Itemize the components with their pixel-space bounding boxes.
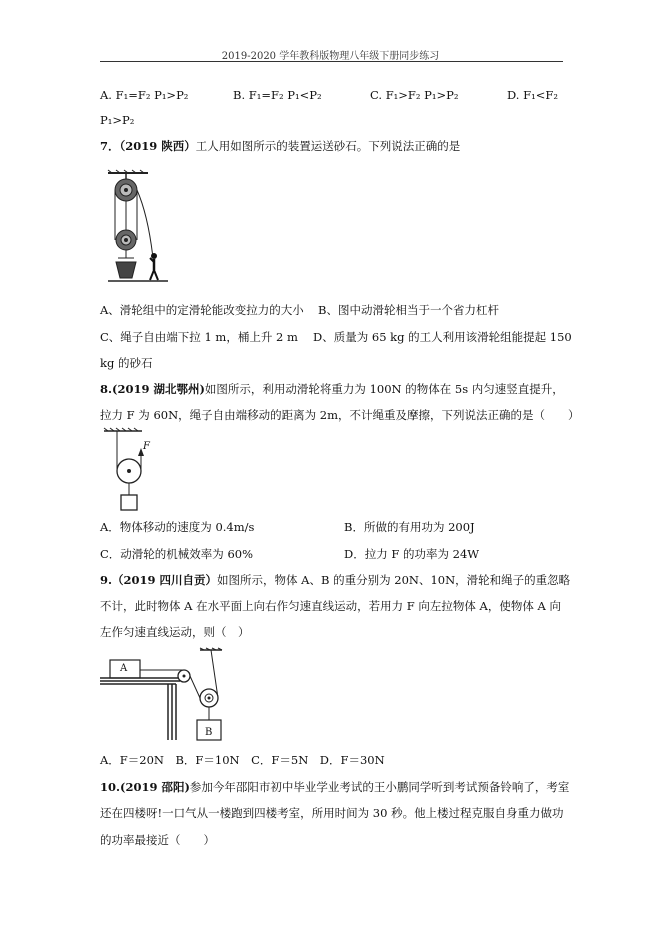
q7-option-d: D、质量为 65 kg 的工人利用该滑轮组能提起 150 [313, 330, 572, 344]
q9-stem-line1 [100, 573, 570, 587]
q8-pulley-figure [104, 428, 164, 516]
q9-stem-text1: 如图所示，物体 A、B 的重分别为 20N、10N，滑轮和绳子的重忽略 [217, 573, 571, 587]
q10-stem-text1: 参加今年邵阳市初中毕业学业考试的王小鹏同学听到考试预备铃响了，考室 [189, 780, 570, 794]
q9-stem-line2: 不计，此时物体 A 在水平面上向右作匀速直线运动，若用力 F 向左拉物体 A，使物体 A 向 [100, 599, 561, 613]
q9-figure-block-a-label: A [120, 663, 128, 674]
q7-option-a: A、滑轮组中的定滑轮能改变拉力的大小 [100, 303, 304, 317]
q8-stem-text1: 如图所示，利用动滑轮将重力为 100N 的物体在 5s 内匀速竖直提升， [204, 382, 564, 396]
q8-option-a: A．物体移动的速度为 0.4m/s [100, 520, 255, 534]
q9-stem-line3: 左作匀速直线运动，则（ ） [100, 625, 250, 639]
q10-number: 10. [100, 780, 121, 794]
q6-option-d: D. F₁<F₂ [507, 88, 558, 102]
q6-option-d-cont: P₁>P₂ [100, 113, 135, 127]
q7-stem-text: 工人用如图所示的装置运送砂石。下列说法正确的是 [195, 139, 461, 153]
q8-stem-line1 [100, 382, 564, 396]
q7-pulley-figure [108, 170, 173, 285]
q9-number: 9. [100, 573, 113, 587]
q8-option-b: B．所做的有用功为 200J [344, 520, 475, 534]
q8-stem-line2: 拉力 F 为 60N，绳子自由端移动的距离为 2m，不计绳重及摩擦，下列说法正确的是（ ） [100, 408, 580, 422]
q7-stem [100, 139, 460, 153]
q8-option-c: C．动滑轮的机械效率为 60% [100, 547, 254, 561]
q9-source: （2019 四川自贡） [112, 573, 218, 587]
q6-option-c: C. F₁>F₂ P₁>P₂ [370, 88, 459, 102]
q7-source: （2019 陕西） [119, 139, 196, 153]
q10-stem-line2: 还在四楼呀!一口气从一楼跑到四楼考室，所用时间为 30 秒。他上楼过程克服自身重力做功 [100, 806, 564, 820]
q10-stem-line3: 的功率最接近（ ） [100, 833, 215, 847]
q7-number: 7． [100, 139, 120, 153]
q9-options: A．F＝20N B．F＝10N C．F＝5N D．F＝30N [100, 753, 385, 767]
q9-figure-block-b-label: B [205, 727, 213, 738]
q10-stem-line1 [100, 780, 569, 794]
q7-option-d-cont: kg 的砂石 [100, 356, 153, 370]
q7-option-c: C、绳子自由端下拉 1 m，桶上升 2 m [100, 330, 298, 344]
q7-option-b: B、图中动滑轮相当于一个省力杠杆 [318, 303, 499, 317]
page-header: 2019-2020 学年教科版物理八年级下册同步练习 [221, 51, 440, 62]
q6-option-a: A. F₁=F₂ P₁>P₂ [100, 88, 189, 102]
q8-option-d: D．拉力 F 的功率为 24W [344, 547, 480, 561]
q8-number: 8. [100, 382, 113, 396]
q8-figure-f-label: F [143, 441, 150, 452]
q6-option-b: B. F₁=F₂ P₁<P₂ [233, 88, 322, 102]
q10-source: (2019 邵阳) [120, 780, 190, 794]
q8-source: (2019 湖北鄂州) [112, 382, 205, 396]
header-rule [100, 61, 563, 62]
